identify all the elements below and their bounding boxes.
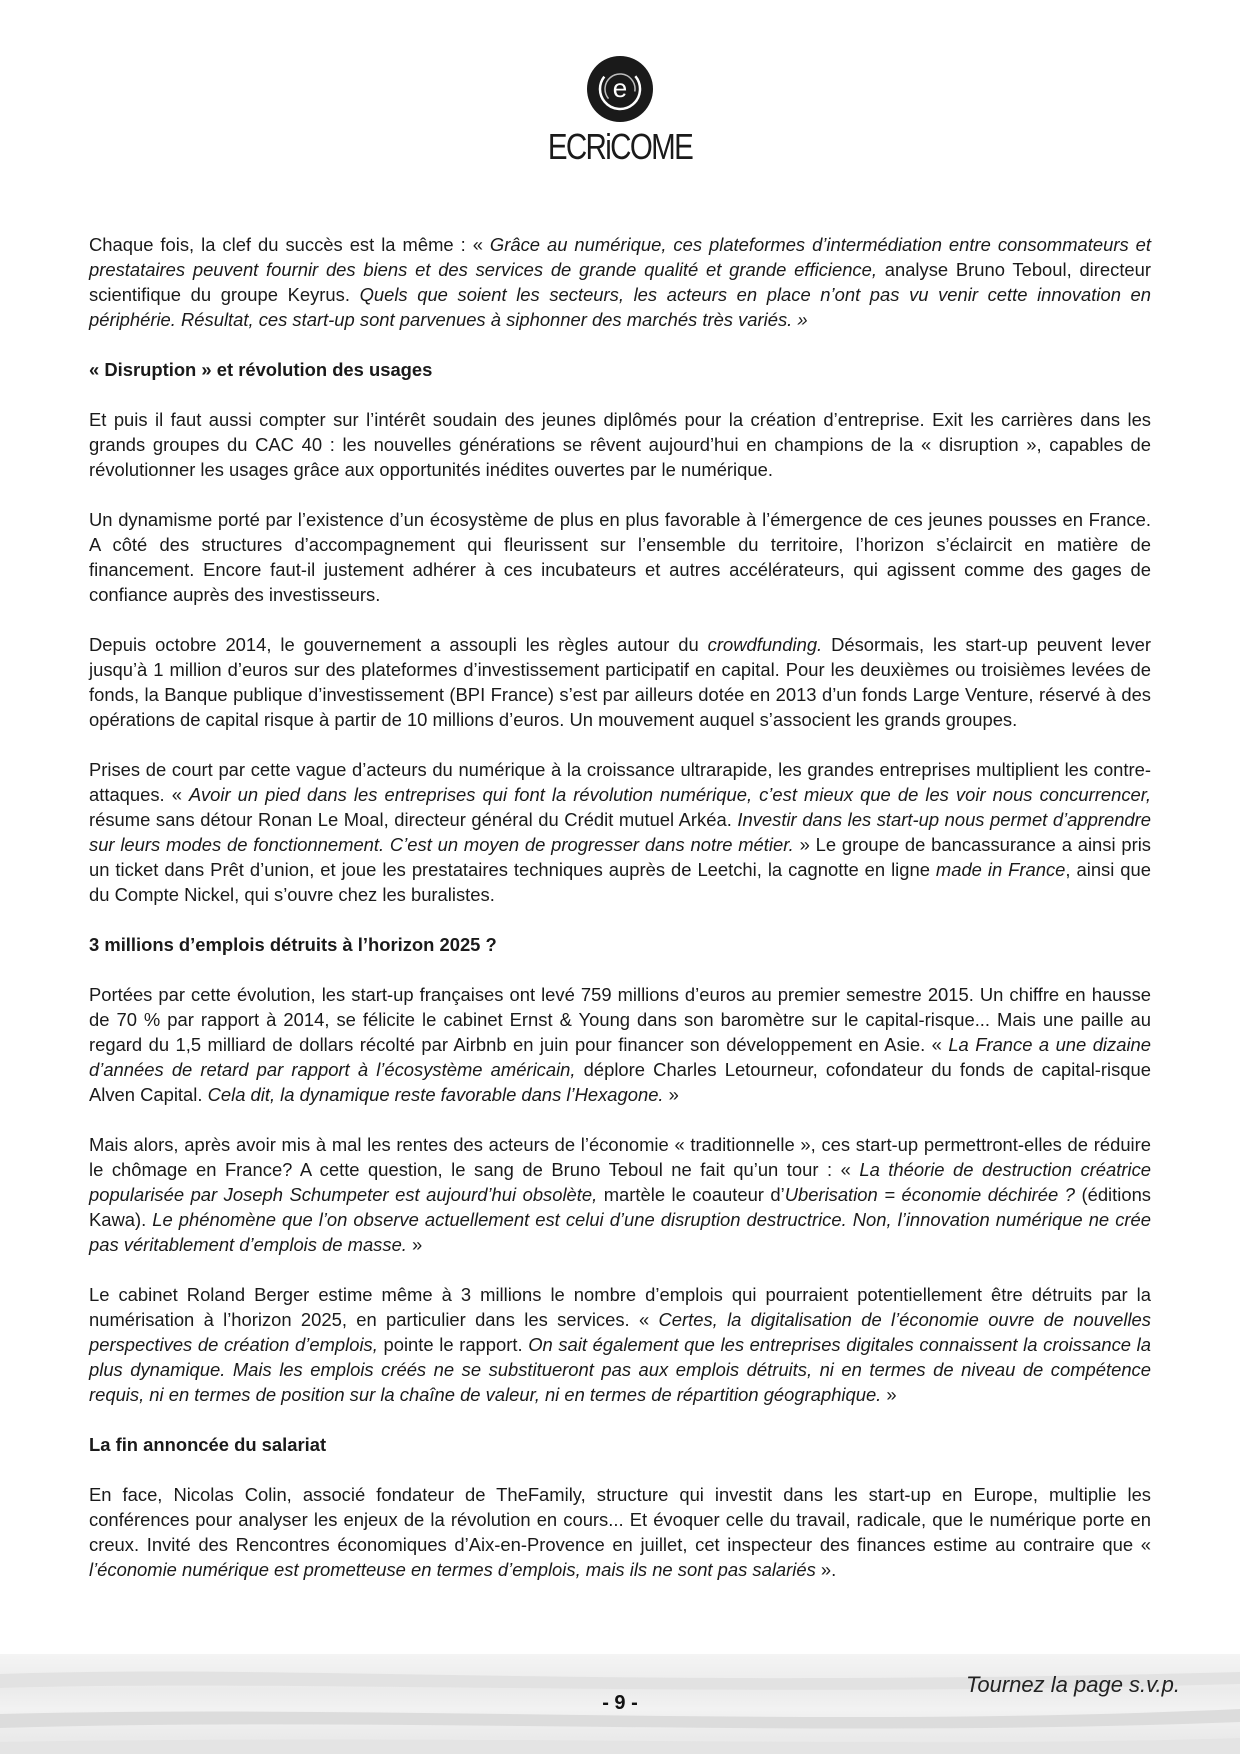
ecricome-logo-icon xyxy=(587,56,653,122)
paragraph-3: Un dynamisme porté par l’existence d’un écosystème de plus en plus favorable à l’émergence de ces jeunes pousses en France. A côté des structures d’accompagnement qui fleurissent sur l’ensemble du territoire, l’horizon s’éclaircit en matière de financement. Encore faut-il justement adhérer à ces incubateurs et autres accélérateurs, qui agissent comme des gages de confiance auprès des investisseurs. xyxy=(89,509,1151,605)
svg-text:e: e xyxy=(612,73,628,103)
section-heading-emplois: 3 millions d’emplois détruits à l’horizon 2025 ? xyxy=(89,934,497,955)
paragraph-4: Depuis octobre 2014, le gouvernement a assoupli les règles autour du crowdfunding. Désormais, les start-up peuvent lever jusqu’à 1 million d’euros sur des plateformes d’investissement participatif en capital. Pour les deuxièmes ou troisièmes levées de fonds, la Banque publique d’investissement (BPI France) s’est par ailleurs dotée en 2013 d’un fonds Large Venture, réservé à des opérations de capital risque à partir de 10 millions d’euros. Un mouvement auquel s’associent les grands groupes. xyxy=(89,634,1151,730)
section-heading-salariat: La fin annoncée du salariat xyxy=(89,1434,327,1455)
paragraph-2: Et puis il faut aussi compter sur l’intérêt soudain des jeunes diplômés pour la création d’entreprise. Exit les carrières dans les grands groupes du CAC 40 : les nouvelles générations se rêvent aujourd’hui en champions de la « disruption », capables de révolutionner les usages grâce aux opportunités inédites ouvertes par le numérique. xyxy=(89,409,1151,480)
article-body xyxy=(89,232,1151,1607)
paragraph-5: Prises de court par cette vague d’acteurs du numérique à la croissance ultrarapide, les grandes entreprises multiplient les contre-attaques. « Avoir un pied dans les entreprises qui font la révolution numérique, c’est mieux que de les voir nous concurrencer, résume sans détour Ronan Le Moal, directeur général du Crédit mutuel Arkéa. Investir dans les start-up nous permet d’apprendre sur leurs modes de fonctionnement. C’est un moyen de progresser dans notre métier. » Le groupe de bancassurance a ainsi pris un ticket dans Prêt d’union, et joue les prestataires techniques auprès de Leetchi, la cagnotte en ligne made in France, ainsi que du Compte Nickel, qui s’ouvre chez les buralistes. xyxy=(89,759,1152,905)
turn-page-note: Tournez la page s.v.p. xyxy=(965,1672,1180,1697)
paragraph-9: En face, Nicolas Colin, associé fondateur de TheFamily, structure qui investit dans les start-up en Europe, multiplie les conférences pour analyser les enjeux de la révolution en cours... Et évoquer celle du travail, radicale, que le numérique porte en creux. Invité des Rencontres économiques d’Aix-en-Provence en juillet, cet inspecteur des finances estime au contraire que « l’économie numérique est prometteuse en termes d’emplois, mais ils ne sont pas salariés ». xyxy=(89,1484,1151,1580)
logo-text: ECRiCOME xyxy=(547,126,693,167)
paragraph-6: Portées par cette évolution, les start-up françaises ont levé 759 millions d’euros au premier semestre 2015. Un chiffre en hausse de 70 % par rapport à 2014, se félicite le cabinet Ernst & Young dans son baromètre sur le capital-risque... Mais une paille au regard du 1,5 milliard de dollars récolté par Airbnb en juin pour financer son développement en Asie. « La France a une dizaine d’années de retard par rapport à l’écosystème américain, déplore Charles Letourneur, cofondateur du fonds de capital-risque Alven Capital. Cela dit, la dynamique reste favorable dans l’Hexagone. » xyxy=(89,984,1151,1105)
paragraph-1: Chaque fois, la clef du succès est la même : « Grâce au numérique, ces plateformes d’intermédiation entre consommateurs et prestataires peuvent fournir des biens et des services de grande qualité et grande efficience, analyse Bruno Teboul, directeur scientifique du groupe Keyrus. Quels que soient les secteurs, les acteurs en place n’ont pas vu venir cette innovation en périphérie. Résultat, ces start-up sont parvenues à siphonner des marchés très variés. » xyxy=(89,234,1152,330)
ecricome-logo xyxy=(0,56,1240,168)
paragraph-8: Le cabinet Roland Berger estime même à 3 millions le nombre d’emplois qui pourraient potentiellement être détruits par la numérisation à l’horizon 2025, en particulier dans les services. « Certes, la digitalisation de l’économie ouvre de nouvelles perspectives de création d’emplois, pointe le rapport. On sait également que les entreprises digitales connaissent la croissance la plus dynamique. Mais les emplois créés ne se substitueront pas aux emplois détruits, ni en termes de niveau de compétence requis, ni en termes de position sur la chaîne de valeur, ni en termes de répartition géographique. » xyxy=(89,1284,1151,1405)
paragraph-7: Mais alors, après avoir mis à mal les rentes des acteurs de l’économie « traditionnelle », ces start-up permettront-elles de réduire le chômage en France? A cette question, le sang de Bruno Teboul ne fait qu’un tour : « La théorie de destruction créatrice popularisée par Joseph Schumpeter est aujourd’hui obsolète, martèle le coauteur d’Uberisation = économie déchirée ? (éditions Kawa). Le phénomène que l’on observe actuellement est celui d’une disruption destructrice. Non, l’innovation numérique ne crée pas véritablement d’emplois de masse. » xyxy=(89,1134,1151,1255)
page-number: - 9 - xyxy=(602,1692,638,1714)
section-heading-disruption: « Disruption » et révolution des usages xyxy=(89,359,433,380)
